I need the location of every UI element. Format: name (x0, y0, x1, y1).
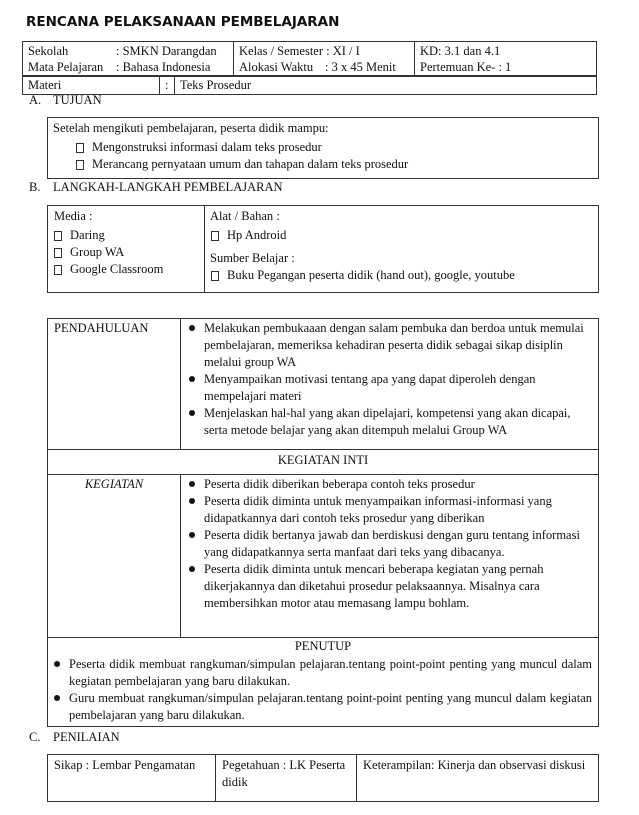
section-tujuan-heading (29, 93, 102, 108)
materi-table (22, 75, 597, 95)
penilaian-table (47, 754, 599, 802)
inti-item: Peserta didik diminta untuk mencari beberapa kegiatan yang pernah dikerjakannya dan diketahui prosedur pelaksaannya. Misalnya cara membersihkan motor atau memasang lampu bohlam. (187, 561, 592, 612)
mapel-label: Mata Pelajaran (28, 60, 104, 74)
section-c-title: PENILAIAN (53, 730, 120, 744)
alokasi-value: : 3 x 45 Menit (325, 60, 396, 74)
inti-item: Peserta didik diminta untuk menyampaikan informasi-informasi yang didapatkannya dari contoh teks prosedur yang diberikan (187, 493, 592, 527)
kelas-cell (234, 42, 415, 77)
alat-column (205, 206, 597, 284)
penilaian-sikap: Sikap : Lembar Pengamatan (48, 755, 216, 802)
sekolah-value: : SMKN Darangdan (116, 44, 217, 58)
section-langkah-heading (29, 180, 283, 195)
document-title: RENCANA PELAKSANAAN PEMBELAJARAN (26, 14, 340, 30)
tujuan-intro: Setelah mengikuti pembelajaran, peserta didik mampu: (53, 121, 329, 135)
inti-item: Peserta didik bertanya jawab dan berdiskusi dengan guru tentang informasi yang didapatkannya serta manfaat dari teks yang dibacanya. (187, 527, 592, 561)
penilaian-pengetahuan: Pegetahuan : LK Peserta didik (216, 755, 357, 802)
pendahuluan-cell (181, 319, 599, 450)
materi-colon: : (160, 76, 175, 95)
media-item: Group WA (48, 244, 204, 261)
tujuan-item: Merancang pernyataan umum dan tahapan dalam teks prosedur (70, 156, 598, 173)
media-item: Google Classroom (48, 261, 204, 278)
media-label: Media : (54, 209, 93, 223)
sekolah-cell (23, 42, 234, 77)
penutup-item: Guru membuat rangkuman/simpulan pelajaran.tentang point-point penting yang muncul dalam kegiatan pembelajaran yang baru dilakukan. (52, 690, 592, 724)
section-b-number: B. (29, 180, 41, 194)
penutup-list (52, 656, 592, 724)
section-penilaian-heading (29, 730, 120, 745)
alat-list (205, 227, 597, 244)
media-list (48, 227, 204, 278)
section-b-title: LANGKAH-LANGKAH PEMBELAJARAN (53, 180, 283, 194)
pendahuluan-item: Menyampaikan motivasi tentang apa yang dapat diperoleh dengan mempelajari materi (187, 371, 592, 405)
header-table (22, 41, 597, 77)
pertemuan: Pertemuan Ke- : 1 (420, 60, 512, 74)
alat-item: Hp Android (205, 227, 597, 244)
alat-label: Alat / Bahan : (210, 209, 280, 223)
section-c-number: C. (29, 730, 41, 744)
sumber-item: Buku Pegangan peserta didik (hand out), google, youtube (205, 267, 597, 284)
pendahuluan-item: Menjelaskan hal-hal yang akan dipelajari, kompetensi yang akan dicapai, serta metode belajar yang akan ditempuh melalui Group WA (187, 405, 592, 439)
kd: KD: 3.1 dan 4.1 (420, 44, 501, 58)
kegiatan-inti-label: KEGIATAN INTI (48, 450, 599, 475)
tujuan-item: Mengonstruksi informasi dalam teks prosedur (70, 139, 598, 156)
section-a-title: TUJUAN (53, 93, 102, 107)
kelas-semester: Kelas / Semester : XI / I (239, 44, 360, 58)
kegiatan-label: KEGIATAN (48, 475, 181, 638)
kd-cell (415, 42, 597, 77)
pendahuluan-list (187, 320, 592, 439)
section-a-number: A. (29, 93, 42, 107)
pendahuluan-item: Melakukan pembukaaan dengan salam pembuka dan berdoa untuk memulai pembelajaran, memeriksa kehadiran peserta didik sebagai sikap disiplin melalui group WA (187, 320, 592, 371)
materi-value: Teks Prosedur (175, 76, 597, 95)
inti-item: Peserta didik diberikan beberapa contoh teks prosedur (187, 476, 592, 493)
sumber-list (205, 267, 597, 284)
sumber-label: Sumber Belajar : (210, 251, 295, 265)
penilaian-keterampilan: Keterampilan: Kinerja dan observasi diskusi (357, 755, 599, 802)
langkah-box (47, 205, 599, 293)
penutup-item: Peserta didik membuat rangkuman/simpulan pelajaran.tentang point-point penting yang muncul dalam kegiatan pembelajaran yang baru dilakukan. (52, 656, 592, 690)
mapel-value: : Bahasa Indonesia (116, 60, 211, 74)
media-item: Daring (48, 227, 204, 244)
tujuan-list (48, 139, 598, 173)
inti-list (187, 476, 592, 612)
alokasi-label: Alokasi Waktu (239, 60, 314, 74)
kegiatan-table (47, 318, 599, 727)
materi-label: Materi (23, 76, 160, 95)
penutup-label: PENUTUP (48, 638, 599, 656)
tujuan-box (47, 117, 599, 179)
pendahuluan-label: PENDAHULUAN (48, 319, 181, 450)
media-column (48, 206, 205, 292)
inti-cell (181, 475, 599, 638)
sekolah-label: Sekolah (28, 44, 69, 58)
penutup-cell (48, 655, 599, 727)
